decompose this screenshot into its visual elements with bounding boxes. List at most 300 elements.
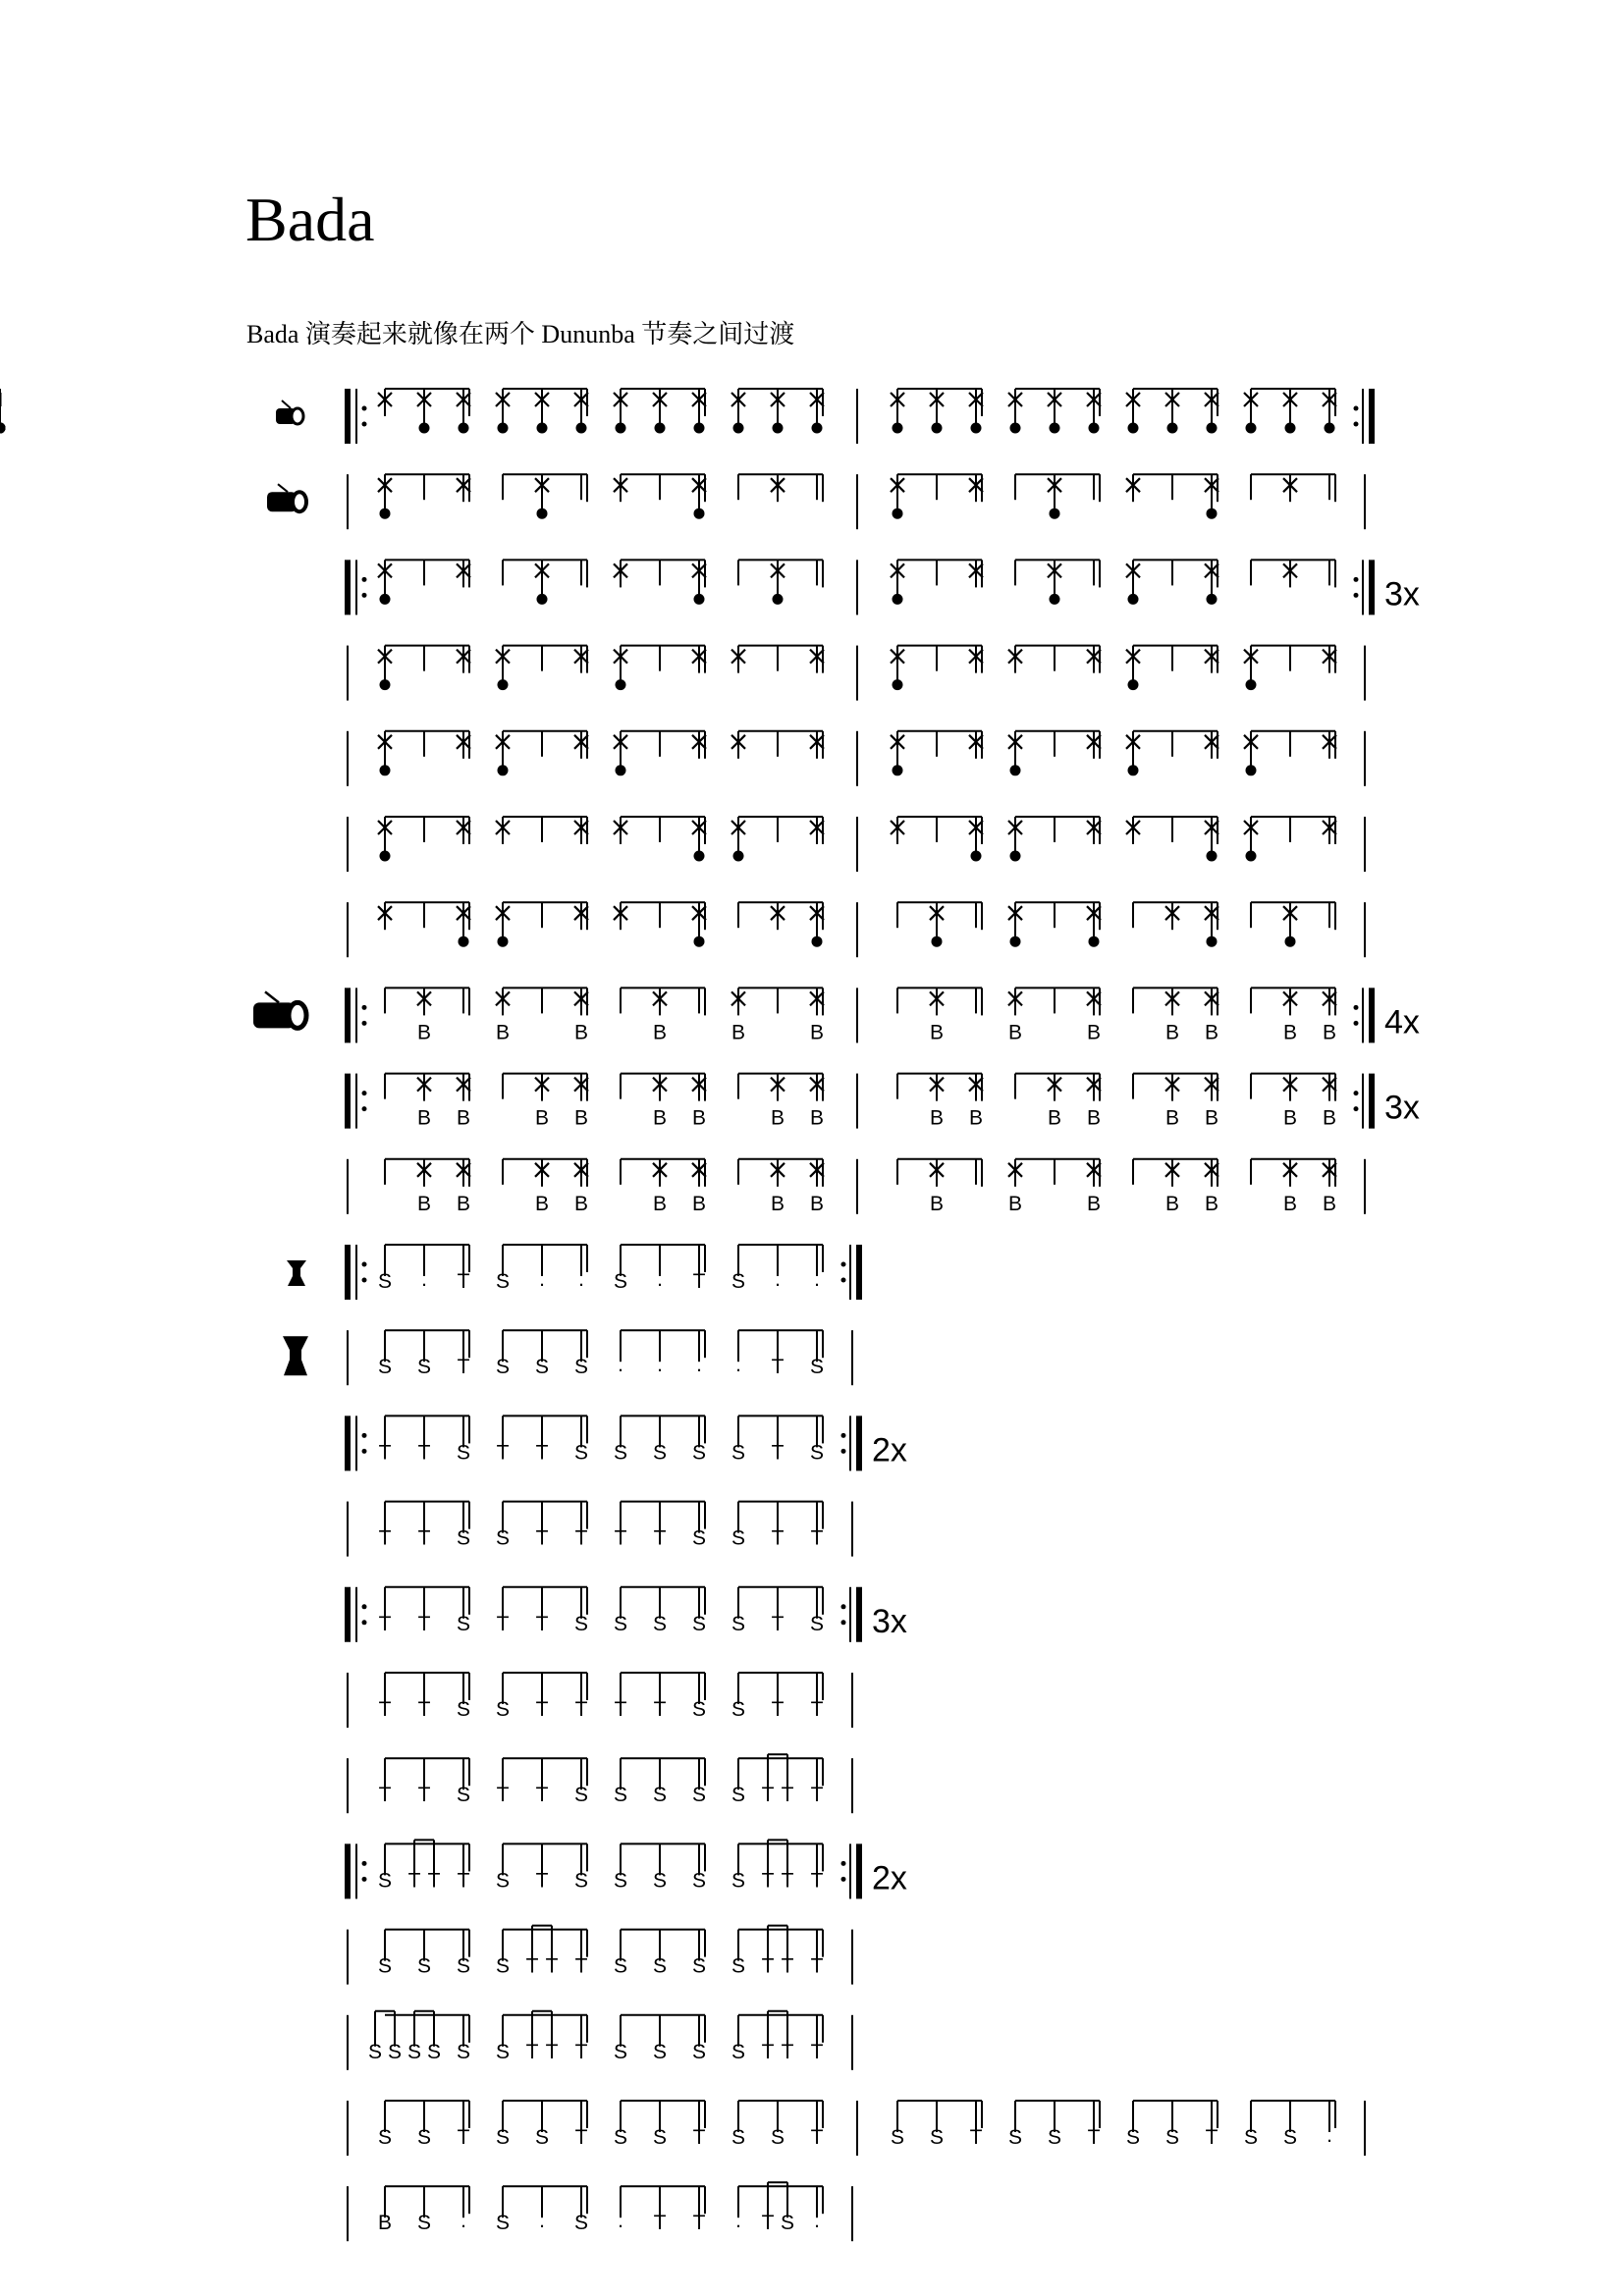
stroke-label: T (535, 1784, 549, 1807)
stroke-label: B (1282, 1021, 1298, 1044)
drum-stick (282, 400, 291, 408)
repeat-dot (1354, 1106, 1359, 1111)
stroke-label: S (691, 1612, 707, 1635)
measure (614, 1587, 706, 1635)
repeat-dot (362, 1620, 367, 1625)
measure (738, 1074, 824, 1130)
score-line (348, 817, 1365, 872)
hit-dot (971, 851, 982, 862)
repeat-dot (1354, 593, 1359, 598)
hit-dot (459, 936, 469, 947)
measure (621, 1159, 706, 1215)
stroke-label: S (456, 1698, 471, 1721)
stroke-label: S (731, 2126, 746, 2149)
stroke-label: . (735, 2210, 741, 2233)
stroke-label: S (495, 2040, 511, 2063)
stroke-label: S (1282, 2126, 1298, 2149)
stroke-label: T (417, 1698, 431, 1721)
stroke-label: . (696, 1354, 702, 1377)
stroke-label: T (761, 1869, 775, 1893)
measure (378, 817, 470, 862)
measure (496, 988, 588, 1043)
measure (731, 731, 824, 759)
stroke-label: B (929, 1106, 945, 1130)
stroke-label: T (761, 1954, 775, 1978)
measure (897, 1159, 982, 1215)
stroke-label: S (416, 1356, 432, 1379)
repeat-dot (841, 1877, 846, 1882)
subdiv-beam (768, 2184, 787, 2185)
stroke-label: S (495, 1954, 511, 1978)
score-line (287, 1245, 859, 1300)
score-line (348, 1159, 1365, 1215)
repeat-dot (1354, 422, 1359, 427)
stroke-label: B (456, 1106, 471, 1130)
measure (1008, 817, 1101, 862)
subdiv-beam (768, 2013, 787, 2014)
hit-dot (1207, 423, 1218, 434)
measure (731, 1245, 823, 1293)
stroke-label: . (814, 2210, 820, 2233)
stroke-label: B (731, 1021, 746, 1044)
stroke-label: T (525, 2040, 539, 2063)
measure (496, 1843, 588, 1892)
stroke-label: S (652, 1441, 668, 1465)
measure (891, 817, 983, 862)
measure (503, 1159, 588, 1215)
repeat-dot (1354, 406, 1359, 411)
hit-dot (773, 423, 784, 434)
stroke-label: S (809, 1441, 825, 1465)
stroke-label: S (613, 2040, 628, 2063)
measure (0, 389, 1218, 434)
hit-dot (498, 423, 509, 434)
measure (1008, 1159, 1101, 1215)
repeat-count: 4x (1384, 1003, 1420, 1041)
subdiv-beam (532, 2013, 552, 2014)
measure (378, 902, 470, 947)
stroke-label: B (1322, 1192, 1337, 1215)
drum-body (283, 1336, 308, 1375)
stroke-label: T (771, 1356, 785, 1379)
measure (897, 1074, 983, 1130)
measure (368, 2011, 470, 2063)
hit-dot (733, 851, 744, 862)
stroke-label: S (573, 2212, 589, 2235)
stroke-label: S (613, 1784, 628, 1807)
hit-dot (694, 423, 705, 434)
measure (614, 1758, 706, 1806)
measure (891, 2101, 983, 2149)
stroke-label: T (761, 2040, 775, 2063)
hit-dot (694, 851, 705, 862)
stroke-label: S (573, 1612, 589, 1635)
stroke-label: S (456, 1784, 471, 1807)
stroke-label: B (416, 1106, 432, 1130)
hit-dot (655, 423, 666, 434)
stroke-label: B (1086, 1106, 1102, 1130)
measure (1008, 988, 1101, 1043)
stroke-label: B (1086, 1192, 1102, 1215)
stroke-label: S (731, 1441, 746, 1465)
stroke-label: T (761, 1784, 775, 1807)
hit-dot (1207, 594, 1218, 605)
hit-dot (1246, 679, 1257, 690)
stroke-label: S (731, 1698, 746, 1721)
hit-dot (694, 508, 705, 519)
stroke-label: . (657, 1268, 663, 1291)
repeat-dot (362, 1106, 367, 1111)
stroke-label: S (652, 1784, 668, 1807)
repeat-dot (362, 577, 367, 582)
measure (1126, 817, 1218, 862)
measure (1251, 988, 1336, 1043)
stroke-label: S (652, 1954, 668, 1978)
stroke-label: T (545, 1954, 559, 1978)
measure (1244, 646, 1336, 691)
measure (496, 731, 588, 776)
stroke-label: S (691, 1869, 707, 1893)
subdiv-beam (375, 2013, 395, 2014)
stroke-label: S (1243, 2126, 1259, 2149)
stroke-label: S (613, 1441, 628, 1465)
stroke-label: S (495, 1869, 511, 1893)
stroke-label: B (652, 1021, 668, 1044)
measure (1008, 646, 1101, 673)
stroke-label: . (578, 1268, 584, 1291)
stroke-label: B (1282, 1106, 1298, 1130)
measure (378, 560, 470, 605)
stroke-label: B (691, 1192, 707, 1215)
measure (378, 2101, 470, 2149)
measure (1244, 731, 1336, 776)
hit-dot (1050, 594, 1060, 605)
repeat-count: 2x (872, 1431, 907, 1469)
score-line (348, 2101, 1365, 2156)
hit-dot (1089, 423, 1100, 434)
stroke-label: . (657, 1354, 663, 1377)
measure (738, 902, 824, 947)
stroke-label: T (457, 2126, 470, 2149)
hit-dot (459, 423, 469, 434)
stroke-label: S (406, 2040, 422, 2063)
dununba-drum-icon (253, 991, 306, 1028)
stroke-label: T (781, 1869, 794, 1893)
hit-dot (1010, 765, 1021, 775)
stroke-label: S (731, 1784, 746, 1807)
measure (496, 1502, 588, 1550)
stroke-label: T (771, 1698, 785, 1721)
hit-dot (1167, 423, 1178, 434)
stroke-label: B (1204, 1021, 1219, 1044)
hit-dot (893, 594, 903, 605)
measure (379, 1587, 470, 1635)
stroke-label: S (613, 2126, 628, 2149)
stroke-label: T (574, 1526, 588, 1550)
stroke-label: S (377, 1356, 393, 1379)
stroke-label: S (691, 1441, 707, 1465)
measure (897, 902, 982, 947)
stroke-label: T (614, 1698, 627, 1721)
stroke-label: B (573, 1106, 589, 1130)
hit-dot (1325, 423, 1335, 434)
hit-dot (537, 423, 548, 434)
stroke-label: T (535, 1526, 549, 1550)
repeat-dot (841, 1262, 846, 1267)
stroke-label: S (573, 1356, 589, 1379)
subdiv-beam (414, 2013, 434, 2014)
repeat-dot (362, 1433, 367, 1438)
subtitle: Bada 演奏起来就像在两个 Dununba 节奏之间过渡 (246, 320, 795, 348)
hit-dot (694, 594, 705, 605)
stroke-label: T (810, 2126, 824, 2149)
stroke-label: S (387, 2040, 403, 2063)
measure (621, 988, 705, 1043)
stroke-label: S (377, 1954, 393, 1978)
stroke-label: T (427, 1869, 441, 1893)
measure (385, 988, 469, 1043)
stroke-label: T (545, 2040, 559, 2063)
drum-head (293, 492, 306, 511)
stroke-label: . (735, 1354, 741, 1377)
measure (385, 1074, 470, 1130)
hit-dot (932, 936, 943, 947)
hit-dot (694, 936, 705, 947)
djembe-small-icon (287, 1260, 306, 1286)
stroke-label: T (496, 1784, 510, 1807)
hit-dot (773, 594, 784, 605)
measure (731, 1673, 824, 1721)
measure (496, 2011, 588, 2063)
measure (731, 817, 824, 862)
repeat-dot (362, 1262, 367, 1267)
repeat-dot (362, 1278, 367, 1283)
stroke-label: S (613, 1612, 628, 1635)
measure (379, 1502, 470, 1550)
repeat-count: 2x (872, 1859, 907, 1897)
measure (731, 646, 824, 673)
measure (614, 646, 706, 691)
hit-dot (616, 423, 626, 434)
measure (735, 1330, 824, 1378)
measure (496, 2186, 588, 2234)
hit-dot (812, 423, 823, 434)
measure (731, 988, 824, 1043)
stroke-label: T (407, 1869, 421, 1893)
measure (891, 731, 983, 776)
measure (897, 988, 982, 1043)
measure (1244, 817, 1336, 862)
measure (1133, 988, 1218, 1043)
hit-dot (1207, 936, 1218, 947)
measure (378, 1840, 470, 1892)
measure (731, 1840, 824, 1892)
hit-dot (380, 765, 391, 775)
drum-stick (278, 484, 288, 492)
hit-dot (1128, 679, 1139, 690)
stroke-label: T (417, 1612, 431, 1635)
stroke-label: T (574, 1698, 588, 1721)
measure (614, 1843, 706, 1892)
measure (1008, 731, 1101, 776)
measure (1126, 646, 1218, 691)
stroke-label: T (810, 1784, 824, 1807)
score-line (348, 902, 1365, 957)
stroke-label: S (731, 1612, 746, 1635)
stroke-label: T (653, 1698, 667, 1721)
sangban-drum-icon (267, 484, 306, 511)
stroke-label: B (1204, 1106, 1219, 1130)
stroke-label: S (652, 1612, 668, 1635)
stroke-label: B (495, 1021, 511, 1044)
measure (731, 1587, 824, 1635)
hit-dot (893, 679, 903, 690)
measure (731, 1502, 824, 1550)
hit-dot (616, 765, 626, 775)
stroke-label: S (652, 1869, 668, 1893)
hit-dot (616, 679, 626, 690)
stroke-label: B (691, 1106, 707, 1130)
hit-dot (932, 423, 943, 434)
score-line (348, 1074, 1420, 1130)
hit-dot (380, 679, 391, 690)
stroke-label: T (1087, 2126, 1101, 2149)
measure (614, 817, 706, 862)
stroke-label: S (731, 1526, 746, 1550)
measure (496, 1926, 588, 1978)
hit-dot (1010, 936, 1021, 947)
repeat-dot (362, 1449, 367, 1454)
stroke-label: T (810, 2040, 824, 2063)
stroke-label: B (1164, 1106, 1180, 1130)
repeat-count: 3x (1384, 1089, 1420, 1127)
measure (496, 1330, 588, 1378)
score-line (253, 988, 1420, 1043)
page-title: Bada (245, 185, 375, 254)
stroke-label: T (692, 1270, 706, 1293)
measure (1251, 474, 1335, 502)
hit-dot (1010, 851, 1021, 862)
hit-dot (1128, 423, 1139, 434)
stroke-label: S (426, 2040, 442, 2063)
stroke-label: S (456, 1612, 471, 1635)
drum-head (292, 408, 303, 424)
subdiv-beam (768, 1928, 787, 1929)
stroke-label: T (810, 1869, 824, 1893)
hit-dot (1285, 936, 1296, 947)
repeat-dot (1354, 1091, 1359, 1095)
stroke-label: B (929, 1021, 945, 1044)
repeat-dot (841, 1449, 846, 1454)
measure (378, 2186, 469, 2234)
score-line (267, 474, 1365, 529)
measure (496, 1245, 587, 1293)
hit-dot (1246, 765, 1257, 775)
measure (496, 817, 588, 844)
measure (891, 646, 983, 691)
stroke-label: B (770, 1106, 785, 1130)
stroke-label: S (456, 1526, 471, 1550)
measure (503, 474, 587, 519)
stroke-label: T (781, 1784, 794, 1807)
stroke-label: S (416, 1954, 432, 1978)
measure (1126, 2101, 1218, 2149)
stroke-label: T (378, 1441, 392, 1465)
hit-dot (1089, 936, 1100, 947)
stroke-label: B (770, 1192, 785, 1215)
stroke-label: T (574, 2126, 588, 2149)
measure (1251, 902, 1335, 947)
stroke-label: T (653, 2212, 667, 2235)
stroke-label: B (534, 1192, 550, 1215)
measure (378, 1930, 470, 1978)
stroke-label: S (691, 1784, 707, 1807)
stroke-label: B (573, 1021, 589, 1044)
measure (497, 1758, 588, 1806)
measure (1015, 1074, 1101, 1130)
measure (735, 2182, 823, 2234)
hit-dot (380, 508, 391, 519)
measure (503, 560, 587, 605)
measure (614, 1930, 706, 1978)
measure (891, 474, 983, 519)
stroke-label: T (810, 1526, 824, 1550)
repeat-dot (362, 1604, 367, 1609)
stroke-label: B (809, 1106, 825, 1130)
stroke-label: T (692, 2126, 706, 2149)
stroke-label: T (574, 2040, 588, 2063)
stroke-label: S (534, 1356, 550, 1379)
stroke-label: T (969, 2126, 983, 2149)
hit-dot (893, 423, 903, 434)
measure (378, 1330, 470, 1378)
stroke-label: B (809, 1021, 825, 1044)
hit-dot (893, 765, 903, 775)
hit-dot (498, 936, 509, 947)
measure (621, 1074, 706, 1130)
repeat-dot (1354, 1021, 1359, 1026)
measure (731, 1754, 824, 1806)
stroke-label: B (573, 1192, 589, 1215)
hit-dot (498, 765, 509, 775)
hit-dot (0, 423, 6, 434)
score-line (348, 1673, 852, 1728)
stroke-label: S (780, 2212, 795, 2235)
repeat-dot (362, 593, 367, 598)
measure (378, 1245, 470, 1293)
score-line (348, 1502, 852, 1557)
repeat-count: 3x (872, 1602, 907, 1640)
repeat-dot (841, 1861, 846, 1866)
stroke-label: S (495, 2212, 511, 2235)
repeat-dot (362, 1861, 367, 1866)
measure (614, 1245, 706, 1293)
hit-dot (498, 679, 509, 690)
score-line (348, 1415, 907, 1470)
stroke-label: S (456, 1441, 471, 1465)
measure (378, 474, 470, 519)
stroke-label: S (456, 1954, 471, 1978)
subdiv-beam (532, 1928, 552, 1929)
stroke-label: S (731, 1270, 746, 1293)
hit-dot (812, 936, 823, 947)
repeat-dot (362, 1091, 367, 1095)
hit-dot (893, 508, 903, 519)
stroke-label: T (781, 2040, 794, 2063)
stroke-label: B (1322, 1106, 1337, 1130)
measure (379, 1758, 470, 1806)
score-line (348, 1926, 852, 1985)
